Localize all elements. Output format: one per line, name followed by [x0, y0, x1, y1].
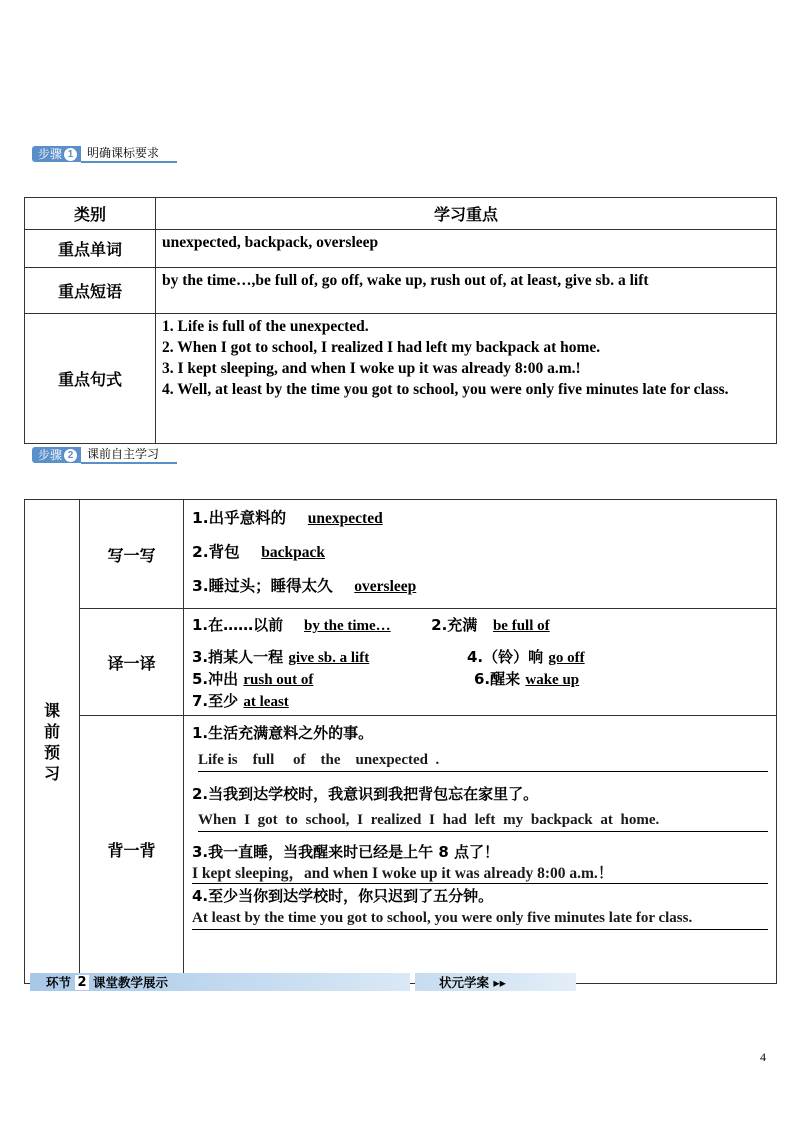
row-category: 重点单词	[25, 230, 156, 268]
recite-label: 背一背	[80, 716, 184, 984]
row-category: 重点句式	[25, 314, 156, 444]
sentence-4: 4. Well, at least by the time you got to school, you were only five minutes late for class.	[162, 381, 729, 398]
step1-tag: 步骤 1	[32, 146, 81, 162]
row-category: 重点短语	[25, 268, 156, 314]
recite-answer: Life is full of the unexpected .	[198, 749, 768, 772]
write-answer: unexpected	[307, 510, 383, 527]
write-label: 写一写	[80, 500, 184, 609]
step1-label: 明确课标要求	[81, 145, 177, 163]
section-banner-left: 环节 2 课堂教学展示	[30, 973, 410, 991]
translate-answer: give sb. a lift	[288, 650, 370, 666]
step2-label: 课前自主学习	[81, 446, 177, 464]
section-banner	[30, 973, 576, 991]
translate-label: 译一译	[80, 609, 184, 716]
translate-answer: be full of	[492, 618, 550, 634]
row-content: unexpected, backpack, oversleep	[156, 230, 777, 268]
recite-answer: When I got to school, I realized I had left my backpack at home.	[198, 810, 768, 832]
table-row	[25, 314, 777, 444]
sentence-1: 1. Life is full of the unexpected.	[162, 318, 369, 335]
preview-side-label: 课 前 预 习	[25, 500, 80, 984]
brand-label: 状元学案 ▸▸	[415, 973, 576, 991]
translate-answer: wake up	[525, 672, 580, 688]
focus-table	[24, 197, 777, 444]
write-item: 1.出乎意料的 unexpected	[192, 509, 383, 527]
write-item: 3.睡过头；睡得太久 oversleep	[192, 577, 417, 595]
step2-number: 2	[64, 449, 77, 462]
step2-tag: 步骤 2	[32, 447, 81, 463]
write-answer: oversleep	[354, 578, 417, 595]
table-row	[25, 268, 777, 314]
sentence-3: 3. I kept sleeping, and when I woke up it was already 8:00 a.m.!	[162, 360, 581, 377]
preview-table	[24, 499, 777, 984]
translate-section: 1.在……以前 by the time… 2.充满 be full of 3.捎某人一程 give sb. a lift 4.（铃）响 go off 5.冲出 rush out of 6.醒来 wake up 7.至少 at least	[184, 609, 777, 716]
write-section	[184, 500, 777, 609]
section-number: 2	[75, 975, 89, 990]
section-label: 课堂教学展示	[93, 975, 169, 990]
step1-banner	[32, 145, 177, 163]
translate-answer: rush out of	[243, 672, 314, 688]
step2-banner	[32, 446, 177, 464]
translate-answer: at least	[243, 694, 289, 710]
write-item: 2.背包 backpack	[192, 543, 326, 561]
row-content	[156, 314, 777, 444]
sentence-2: 2. When I got to school, I realized I had left my backpack at home.	[162, 339, 601, 356]
recite-answer: I kept sleeping，and when I woke up it was already 8:00 a.m.！	[192, 864, 768, 884]
translate-answer: by the time…	[304, 618, 391, 634]
recite-answer: At least by the time you got to school, you were only five minutes late for class.	[192, 908, 768, 930]
step1-number: 1	[64, 148, 77, 161]
header-category: 类别	[25, 198, 156, 230]
write-answer: backpack	[261, 544, 326, 561]
recite-section: 1.生活充满意料之外的事。 Life is full of the unexpected . 2.当我到达学校时，我意识到我把背包忘在家里了。 When I got to school, I realized I had left my backpack at home. 3.我一直睡，当我醒来时已经是上午 8 点了！ I kept sleeping，and when I woke up it was already 8:00 a.m.！ 4.至少当你到达学校时，你只迟到了五分钟。 At least by the time you got to school, you were only five minutes late for class.	[184, 716, 777, 984]
translate-answer: go off	[548, 650, 585, 666]
page-number: 4	[760, 1050, 766, 1064]
header-focus: 学习重点	[156, 198, 777, 230]
table-row	[25, 230, 777, 268]
row-content: by the time…,be full of, go off, wake up, rush out of, at least, give sb. a lift	[156, 268, 777, 314]
